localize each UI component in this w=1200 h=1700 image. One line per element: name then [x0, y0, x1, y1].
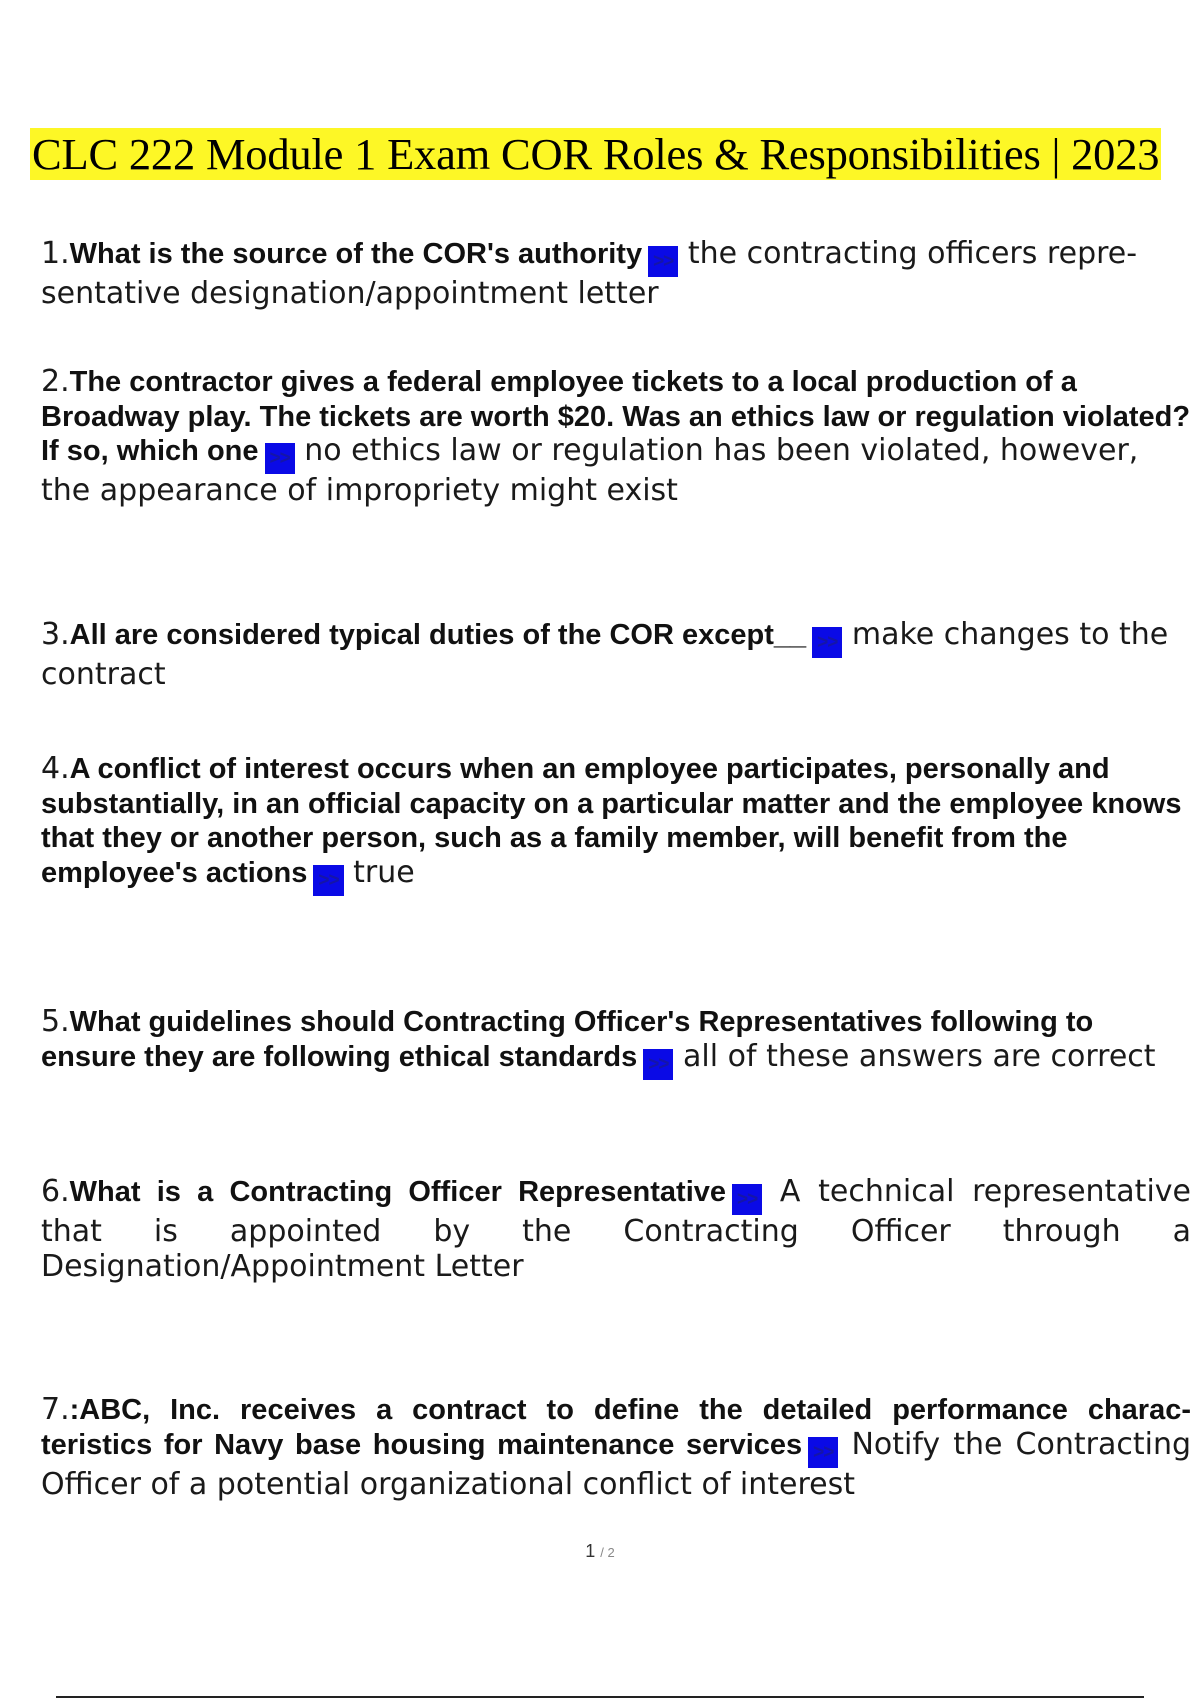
answer-text: true [353, 854, 415, 890]
answer-text: Notify the Contracting Officer of a potential organizational conflict of interest [41, 1426, 1191, 1502]
item-number: 1. [41, 236, 70, 271]
answer-text: all of these answers are correct [683, 1038, 1156, 1074]
qa-item-1 [41, 237, 1191, 312]
qa-item-7 [41, 1393, 1191, 1502]
arrow-marker-icon: >> [643, 1049, 673, 1080]
item-number: 2. [41, 364, 70, 399]
answer-text: A technical representative that is appointed by the Contracting Officer through a Designation/Appointment Letter [41, 1174, 1191, 1284]
question-text: What is a Contracting Officer Representative [69, 1176, 727, 1208]
item-number: 4. [41, 751, 70, 786]
arrow-marker-icon: >> [265, 443, 295, 474]
answer-text: make changes to the contract [41, 617, 1169, 692]
item-number: 5. [41, 1004, 70, 1039]
qa-item-6 [41, 1175, 1191, 1284]
qa-item-2 [41, 365, 1191, 509]
answer-text: no ethics law or regulation has been violated, however, the appearance of impropriety might exist [41, 433, 1139, 508]
question-text: What is the source of the COR's authority [69, 238, 643, 270]
title-block [30, 128, 1164, 180]
qa-item-5 [41, 1005, 1191, 1080]
item-number: 7. [41, 1392, 70, 1427]
page-title: CLC 222 Module 1 Exam COR Roles & Responsibilities | 2023 [32, 129, 1160, 179]
arrow-marker-icon: >> [812, 627, 842, 658]
qa-item-4 [41, 752, 1191, 896]
arrow-marker-icon: >> [313, 865, 343, 896]
bottom-divider [56, 1696, 1144, 1698]
page-total: / 2 [600, 1545, 615, 1560]
question-text: The contractor gives a federal employee tickets to a local production of a Broadway play. The tickets are worth $20. Was an ethics law or regulation violated? If so, which one [41, 366, 1191, 467]
item-number: 6. [41, 1174, 70, 1209]
question-text: What guidelines should Contracting Officer's Representatives following to ensure they are following ethical standards [41, 1006, 1094, 1073]
answer-text: the contracting officers repre- sentative designation/appointment letter [41, 236, 1138, 311]
question-text: All are considered typical duties of the COR except__ [69, 619, 807, 651]
arrow-marker-icon: >> [648, 246, 678, 277]
arrow-marker-icon: >> [808, 1437, 838, 1468]
question-text: :ABC, Inc. receives a contract to define the detailed performance charac- teristics for Navy base housing maintenance services [41, 1394, 1191, 1461]
question-text: A conflict of interest occurs when an employee participates, personally and substantially, in an official capacity on a particular matter and the employee knows that they or another person, such as a family member, will benefit from the employee's actions [41, 753, 1182, 889]
item-number: 3. [41, 617, 70, 652]
arrow-marker-icon: >> [732, 1184, 762, 1215]
page-indicator [0, 1541, 1200, 1562]
qa-item-3 [41, 618, 1191, 693]
page-current: 1 [585, 1541, 596, 1561]
